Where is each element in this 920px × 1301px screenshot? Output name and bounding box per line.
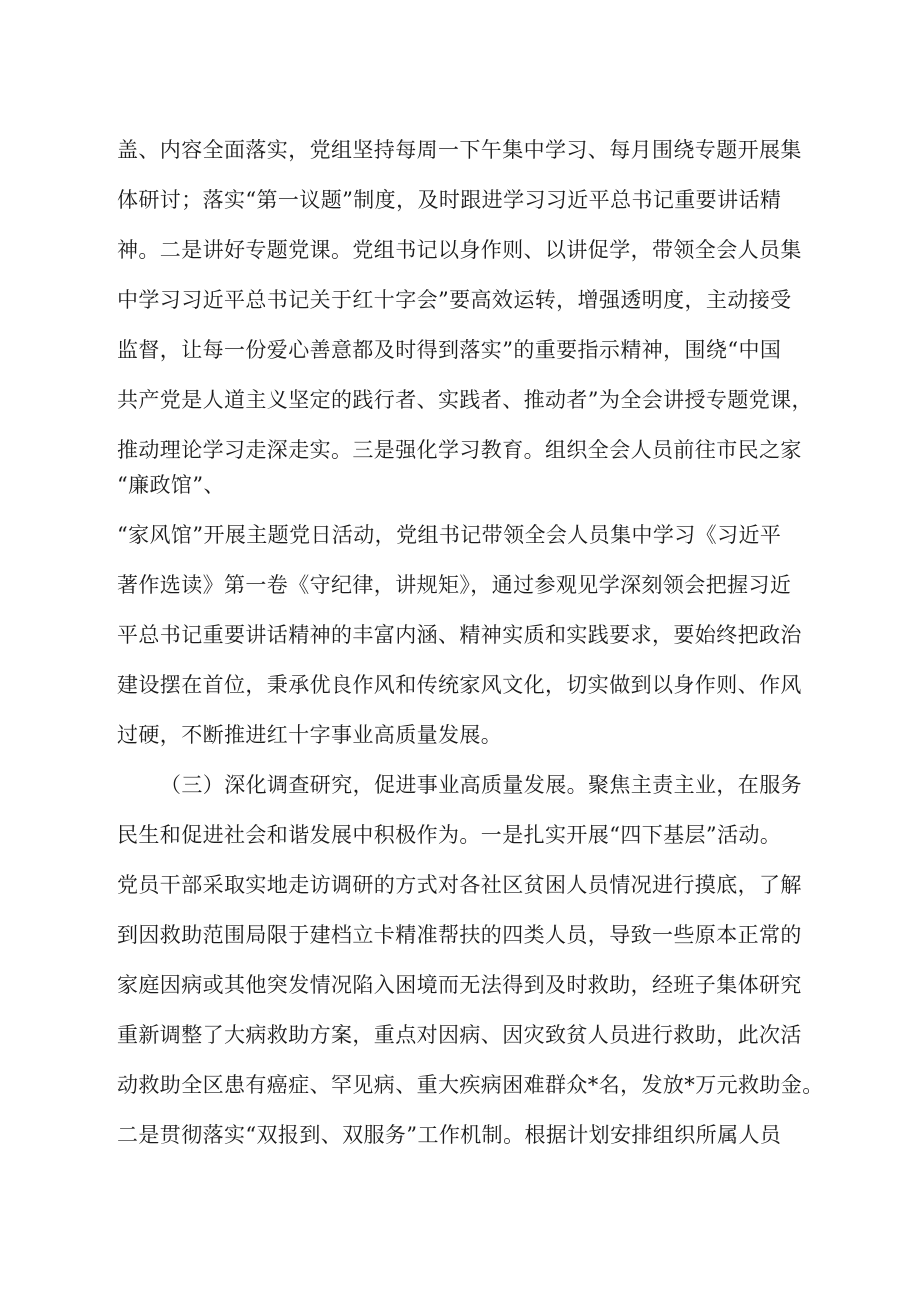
text-line-8: “廉政馆”、 bbox=[117, 473, 225, 497]
text-line-4: 中学习习近平总书记关于红十字会”要高效运转，增强透明度，主动接受 bbox=[117, 288, 792, 312]
text-line-13: 过硬，不断推进红十字事业高质量发展。 bbox=[117, 723, 503, 747]
text-line-6: 共产党是人道主义坚定的践行者、实践者、推动者”为全会讲授专题党课， bbox=[117, 388, 813, 412]
text-line-5: 监督，让每一份爱心善意都及时得到落实”的重要指示精神，围绕“中国 bbox=[117, 338, 782, 362]
text-line-20: 动救助全区患有癌症、罕见病、重大疾病困难群众*名，发放*万元救助金。 bbox=[117, 1073, 824, 1097]
text-line-18: 家庭因病或其他突发情况陷入困境而无法得到及时救助，经班子集体研究 bbox=[117, 973, 802, 997]
text-line-16: 党员干部采取实地走访调研的方式对各社区贫困人员情况进行摸底，了解 bbox=[117, 873, 802, 897]
text-line-15: 民生和促进社会和谐发展中积极作为。一是扎实开展“四下基层”活动。 bbox=[117, 823, 782, 847]
text-line-17: 到因救助范围局限于建档立卡精准帮扶的四类人员，导致一些原本正常的 bbox=[117, 923, 802, 947]
text-line-21: 二是贯彻落实“双报到、双服务”工作机制。根据计划安排组织所属人员 bbox=[117, 1123, 782, 1147]
text-line-12: 建设摆在首位，秉承优良作风和传统家风文化，切实做到以身作则、作风 bbox=[117, 673, 802, 697]
text-line-10: 著作选读》第一卷《守纪律，讲规矩》，通过参观见学深刻领会把握习近 bbox=[117, 573, 792, 597]
text-line-3: 神。二是讲好专题党课。党组书记以身作则、以讲促学，带领全会人员集 bbox=[117, 238, 802, 262]
text-line-2: 体研讨；落实“第一议题”制度，及时跟进学习习近平总书记重要讲话精 bbox=[117, 188, 782, 212]
text-line-1: 盖、内容全面落实，党组坚持每周一下午集中学习、每月围绕专题开展集 bbox=[117, 138, 802, 162]
text-line-11: 平总书记重要讲话精神的丰富内涵、精神实质和实践要求，要始终把政治 bbox=[117, 623, 802, 647]
text-line-9: “家风馆”开展主题党日活动，党组书记带领全会人员集中学习《习近平 bbox=[117, 523, 782, 547]
section-heading-3: （三）深化调查研究，促进事业高质量发展。聚焦主责主业，在服务 bbox=[160, 773, 802, 797]
text-line-19: 重新调整了大病救助方案，重点对因病、因灾致贫人员进行救助，此次活 bbox=[117, 1023, 802, 1047]
text-line-7: 推动理论学习走深走实。三是强化学习教育。组织全会人员前往市民之家 bbox=[117, 438, 802, 462]
